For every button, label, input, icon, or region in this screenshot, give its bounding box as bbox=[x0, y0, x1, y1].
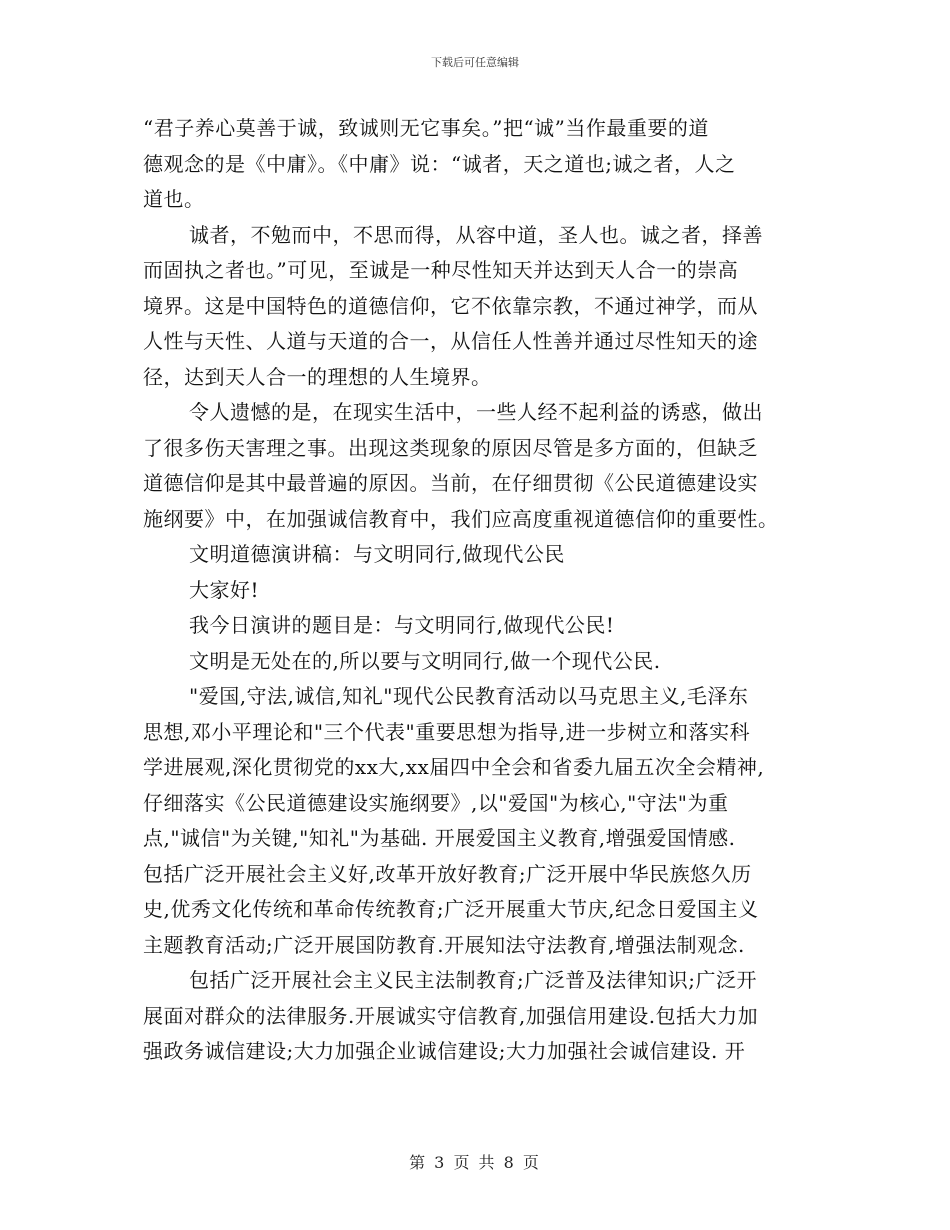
text-line: 大家好! bbox=[189, 577, 260, 602]
text-line: 主题教育活动;广泛开展国防教育.开展知法守法教育,增强法制观念. bbox=[143, 932, 745, 957]
text-line: 展面对群众的法律服务.开展诚实守信教育,加强信用建设.包括大力加 bbox=[143, 1003, 759, 1028]
text-line: 径，达到天人合一的理想的人生境界。 bbox=[143, 364, 492, 389]
text-line: 强政务诚信建设;大力加强企业诚信建设;大力加强社会诚信建设. 开 bbox=[143, 1039, 746, 1063]
text-line: 人性与天性、人道与天道的合一，从信任人性善并通过尽性知天的途 bbox=[143, 329, 758, 353]
text-line: 文明道德演讲稿：与文明同行,做现代公民 bbox=[189, 542, 565, 566]
text-line: 境界。这是中国特色的道德信仰，它不依靠宗教，不通过神学，而从 bbox=[143, 293, 758, 318]
text-line: 史,优秀文化传统和革命传统教育;广泛开展重大节庆,纪念日爱国主义 bbox=[143, 897, 759, 921]
text-line: 了很多伤天害理之事。出现这类现象的原因尽管是多方面的，但缺乏 bbox=[143, 435, 758, 460]
text-line: 包括广泛开展社会主义好,改革开放好教育;广泛开展中华民族悠久历 bbox=[143, 861, 752, 886]
text-line: 文明是无处在的,所以要与文明同行,做一个现代公民. bbox=[189, 648, 661, 673]
text-line: 仔细落实《公民道德建设实施纲要》,以"爱国"为核心,"守法"为重 bbox=[143, 790, 729, 815]
text-line: 点,"诚信"为关键,"知礼"为基础. 开展爱国主义教育,增强爱国情感. bbox=[143, 826, 736, 850]
page-footer: 第 3 页 共 8 页 bbox=[409, 1153, 541, 1172]
text-line: 道也。 bbox=[143, 187, 205, 211]
text-line: 思想,邓小平理论和"三个代表"重要思想为指导,进一步树立和落实科 bbox=[143, 719, 751, 744]
text-line: 诚者，不勉而中，不思而得，从容中道，圣人也。诚之者，择善 bbox=[189, 222, 763, 247]
text-line: 道德信仰是其中最普遍的原因。当前，在仔细贯彻《公民道德建设实 bbox=[143, 471, 758, 495]
body-text bbox=[143, 111, 823, 1070]
text-line: 令人遗憾的是，在现实生活中，一些人经不起利益的诱惑，做出 bbox=[189, 400, 763, 424]
text-line: 包括广泛开展社会主义民主法制教育;广泛普及法律知识;广泛开 bbox=[189, 968, 757, 992]
text-line: 而固执之者也。”可见，至诚是一种尽性知天并达到天人合一的崇高 bbox=[143, 258, 739, 282]
text-line: 我今日演讲的题目是：与文明同行,做现代公民! bbox=[189, 613, 615, 637]
text-line: 学进展观,深化贯彻党的xx大,xx届四中全会和省委九届五次全会精神, bbox=[143, 755, 765, 779]
text-line: 德观念的是《中庸》。《中庸》说：“诚者，天之道也;诚之者，人之 bbox=[143, 151, 736, 176]
text-line: 施纲要》中，在加强诚信教育中，我们应高度重视道德信仰的重要性。 bbox=[143, 506, 779, 531]
text-line: “君子养心莫善于诚，致诚则无它事矣。”把“诚”当作最重要的道 bbox=[143, 116, 709, 140]
text-line: "爱国,守法,诚信,知礼"现代公民教育活动以马克思主义,毛泽东 bbox=[189, 684, 749, 708]
page-header: 下载后可任意编辑 bbox=[431, 56, 519, 69]
